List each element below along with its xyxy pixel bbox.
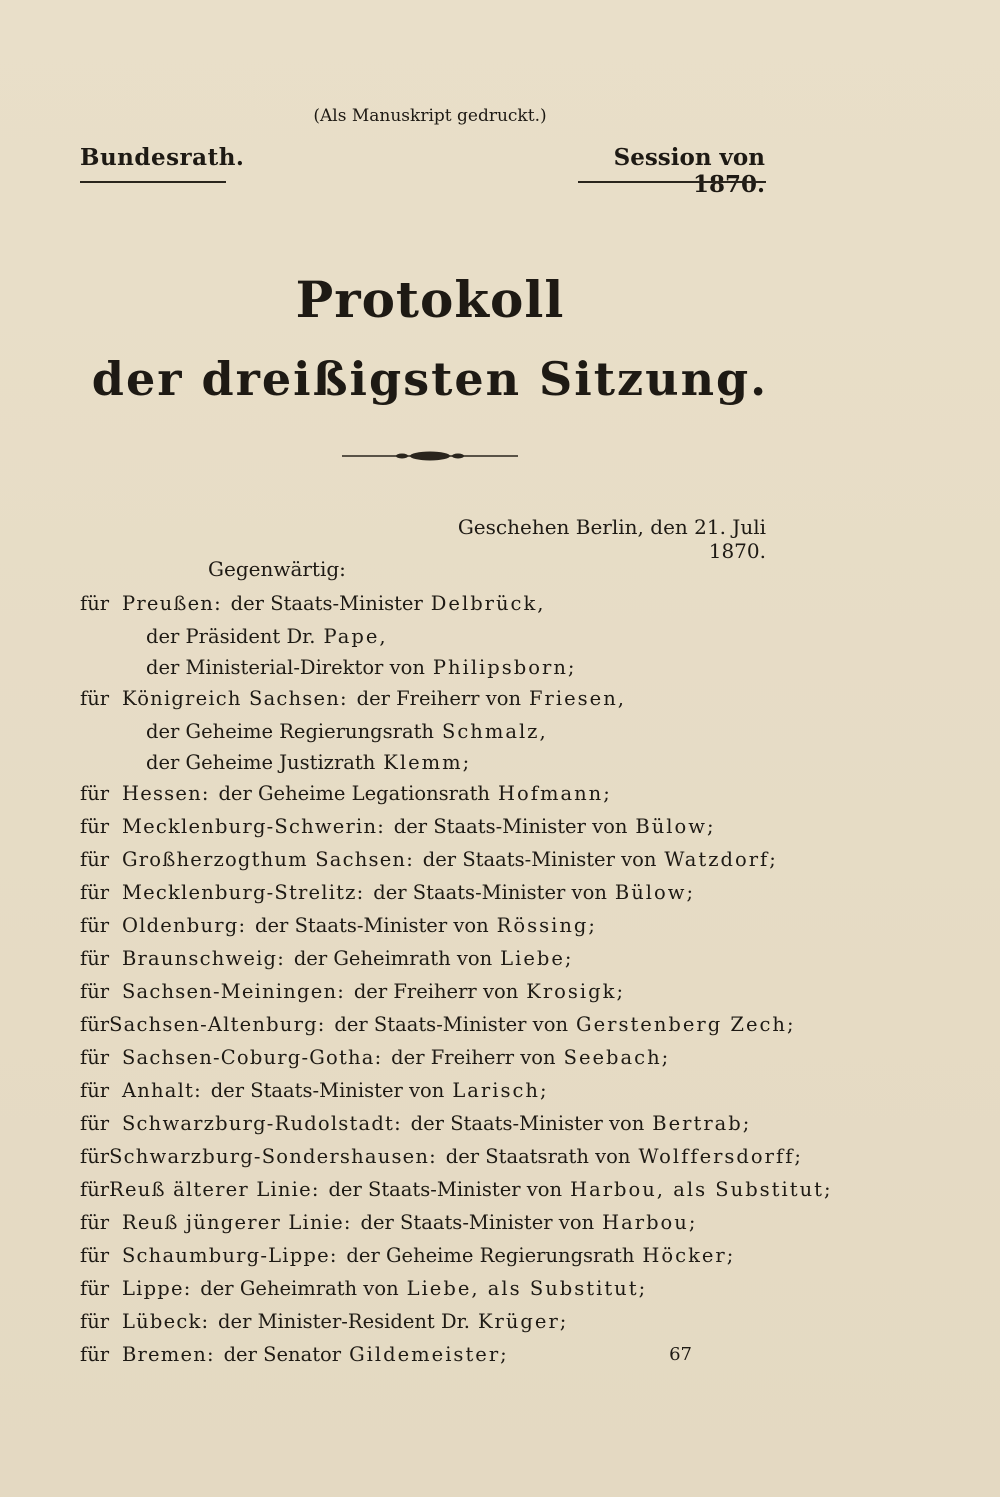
member-row (80, 751, 780, 782)
state-name: Königreich Sachsen (122, 687, 341, 710)
member-role: der Staatsrath von (445, 1145, 631, 1168)
member-name: Liebe (500, 947, 565, 970)
member-row (80, 848, 780, 881)
member-row (80, 1112, 780, 1145)
member-row (80, 881, 780, 914)
for-label: für (80, 1343, 110, 1366)
member-role: der Staats-Minister von (422, 848, 657, 871)
member-name: Krosigk (526, 980, 617, 1003)
member-row (80, 1046, 780, 1079)
member-punctuation: ; (588, 914, 595, 937)
member-punctuation: ; (706, 815, 714, 838)
member-row (80, 980, 780, 1013)
ornament-divider (342, 448, 518, 464)
member-punctuation: , (537, 592, 544, 615)
member-role: der Staats-Minister von (393, 815, 628, 838)
member-punctuation: ; (794, 1145, 801, 1168)
member-row (80, 1145, 801, 1178)
state-name: Großherzogthum Sachsen (122, 848, 407, 871)
state-name: Schaumburg-Lippe (122, 1244, 330, 1267)
member-punctuation: ; (616, 980, 624, 1003)
member-role: der Staats-Minister von (334, 1013, 568, 1036)
for-label: für (80, 1244, 110, 1267)
member-name: Hofmann (497, 782, 604, 805)
header-bundesrath: Bundesrath. (80, 144, 245, 171)
member-role: der Geheime Legationsrath (218, 782, 490, 805)
for-label: für (80, 1277, 110, 1300)
member-list (80, 592, 831, 1376)
for-label: für (80, 592, 110, 615)
state-name: Bremen (122, 1343, 207, 1366)
for-label: für (80, 1310, 110, 1333)
member-name: Liebe, als Substitut (406, 1277, 639, 1300)
member-punctuation: , (539, 720, 546, 743)
state-colon: : (183, 1277, 191, 1300)
state-colon: : (329, 1244, 337, 1267)
member-role: der Geheime Regierungsrath (146, 720, 434, 743)
present-label: Gegenwärtig: (208, 557, 346, 581)
state-colon: : (277, 947, 284, 970)
state-colon: : (194, 1079, 201, 1102)
member-name: Harbou (602, 1211, 689, 1234)
state-colon: : (201, 1310, 209, 1333)
member-row (80, 720, 780, 751)
state-colon: : (337, 980, 344, 1003)
for-label: für (80, 1013, 110, 1036)
state-colon: : (214, 592, 221, 615)
member-name: Höcker (642, 1244, 727, 1267)
state-name: Mecklenburg-Strelitz (122, 881, 357, 904)
for-label: für (80, 980, 110, 1003)
header-session: Session von 1870. (613, 144, 765, 198)
member-row (80, 1079, 780, 1112)
for-label: für (80, 1145, 110, 1168)
member-punctuation: , (379, 625, 386, 648)
state-name: Schwarzburg-Rudolstadt (122, 1112, 395, 1135)
member-punctuation: ; (686, 881, 694, 904)
member-name: Klemm (383, 751, 463, 774)
state-name: Reuß jüngerer Linie (122, 1211, 344, 1234)
member-row (80, 815, 780, 848)
member-role: der Minister-Resident Dr. (218, 1310, 470, 1333)
state-colon: : (406, 848, 413, 871)
for-label: für (80, 1046, 110, 1069)
member-row (80, 1211, 780, 1244)
for-label: für (80, 687, 110, 710)
state-colon: : (356, 881, 364, 904)
member-role: der Staats-Minister von (255, 914, 489, 937)
member-row (80, 1013, 794, 1046)
member-row (80, 687, 780, 720)
member-punctuation: , (617, 687, 624, 710)
member-punctuation: ; (726, 1244, 734, 1267)
member-role: der Senator (223, 1343, 342, 1366)
member-punctuation: ; (603, 782, 610, 805)
member-name: Rössing (496, 914, 589, 937)
state-colon: : (377, 815, 384, 838)
for-label: für (80, 881, 110, 904)
state-name: Sachsen-Altenburg (109, 1013, 318, 1036)
member-punctuation: ; (742, 1112, 750, 1135)
member-name: Gildemeister (349, 1343, 501, 1366)
member-role: der Freiherr von (391, 1046, 556, 1069)
for-label: für (80, 914, 110, 937)
state-colon: : (374, 1046, 382, 1069)
member-role: der Staats-Minister (230, 592, 423, 615)
member-punctuation: ; (567, 656, 575, 679)
state-name: Mecklenburg-Schwerin (122, 815, 378, 838)
state-colon: : (343, 1211, 351, 1234)
member-name: Bülow (614, 881, 687, 904)
state-name: Braunschweig (122, 947, 278, 970)
member-name: Bertrab (652, 1112, 743, 1135)
member-name: Watzdorf (664, 848, 770, 871)
member-row (80, 947, 780, 980)
member-row (80, 914, 780, 947)
for-label: für (80, 1112, 110, 1135)
member-role: der Präsident Dr. (146, 625, 316, 648)
for-label: für (80, 1178, 110, 1201)
member-role: der Staats-Minister von (410, 1112, 645, 1135)
member-role: der Geheime Regierungsrath (346, 1244, 635, 1267)
member-punctuation: ; (824, 1178, 831, 1201)
member-role: der Staats-Minister von (328, 1178, 563, 1201)
state-name: Sachsen-Coburg-Gotha (122, 1046, 375, 1069)
member-punctuation: ; (559, 1310, 567, 1333)
state-name: Oldenburg (122, 914, 239, 937)
member-name: Harbou, als Substitut (570, 1178, 824, 1201)
member-name: Delbrück (430, 592, 538, 615)
member-role: der Ministerial-Direktor von (146, 656, 425, 679)
state-colon: : (311, 1178, 319, 1201)
state-colon: : (340, 687, 347, 710)
member-row (80, 1244, 780, 1277)
member-role: der Staats-Minister von (360, 1211, 595, 1234)
for-label: für (80, 947, 110, 970)
for-label: für (80, 815, 110, 838)
member-role: der Staats-Minister von (373, 881, 607, 904)
for-label: für (80, 1079, 110, 1102)
state-colon: : (429, 1145, 436, 1168)
document-subtitle: der dreißigsten Sitzung. (91, 352, 769, 406)
member-punctuation: ; (500, 1343, 507, 1366)
state-colon: : (394, 1112, 401, 1135)
member-role: der Freiherr von (353, 980, 519, 1003)
for-label: für (80, 848, 110, 871)
page-number: 67 (669, 1344, 692, 1365)
member-row (80, 625, 780, 656)
member-name: Philipsborn (432, 656, 568, 679)
member-row (80, 592, 780, 625)
member-punctuation: ; (769, 848, 776, 871)
member-row (80, 656, 780, 687)
state-name: Preußen (122, 592, 215, 615)
member-name: Pape (323, 625, 380, 648)
member-name: Larisch (452, 1079, 540, 1102)
member-name: Schmalz (441, 720, 540, 743)
member-row (80, 1178, 831, 1211)
state-name: Reuß älterer Linie (109, 1178, 312, 1201)
state-name: Hessen (122, 782, 202, 805)
for-label: für (80, 1211, 110, 1234)
member-punctuation: ; (661, 1046, 669, 1069)
member-name: Seebach (563, 1046, 662, 1069)
state-name: Schwarzburg-Sondershausen (109, 1145, 430, 1168)
state-colon: : (317, 1013, 325, 1036)
member-punctuation: ; (462, 751, 470, 774)
member-role: der Freiherr von (356, 687, 522, 710)
state-colon: : (201, 782, 209, 805)
member-role: der Geheime Justizrath (146, 751, 376, 774)
manuscript-note: (Als Manuskript gedruckt.) (313, 106, 547, 126)
state-name: Lübeck (122, 1310, 202, 1333)
header-rule-left (80, 181, 226, 183)
for-label: für (80, 782, 110, 805)
member-name: Krüger (477, 1310, 560, 1333)
state-name: Sachsen-Meiningen (122, 980, 338, 1003)
member-punctuation: ; (786, 1013, 794, 1036)
member-role: der Geheimrath von (293, 947, 493, 970)
member-name: Gerstenberg Zech (576, 1013, 787, 1036)
state-name: Lippe (122, 1277, 184, 1300)
member-role: der Staats-Minister von (210, 1079, 445, 1102)
member-name: Friesen (529, 687, 618, 710)
member-name: Bülow (635, 815, 707, 838)
document-title: Protokoll (295, 270, 565, 329)
member-name: Wolffersdorff (638, 1145, 795, 1168)
member-row (80, 1310, 780, 1343)
member-role: der Geheimrath von (200, 1277, 399, 1300)
member-punctuation: ; (638, 1277, 646, 1300)
dateline: Geschehen Berlin, den 21. Juli 1870. (457, 515, 766, 563)
header-rule-right (578, 181, 766, 183)
state-colon: : (238, 914, 246, 937)
state-colon: : (206, 1343, 214, 1366)
member-punctuation: ; (688, 1211, 696, 1234)
state-name: Anhalt (122, 1079, 195, 1102)
member-row (80, 782, 780, 815)
member-row (80, 1277, 780, 1310)
member-punctuation: ; (564, 947, 572, 970)
member-punctuation: ; (539, 1079, 547, 1102)
